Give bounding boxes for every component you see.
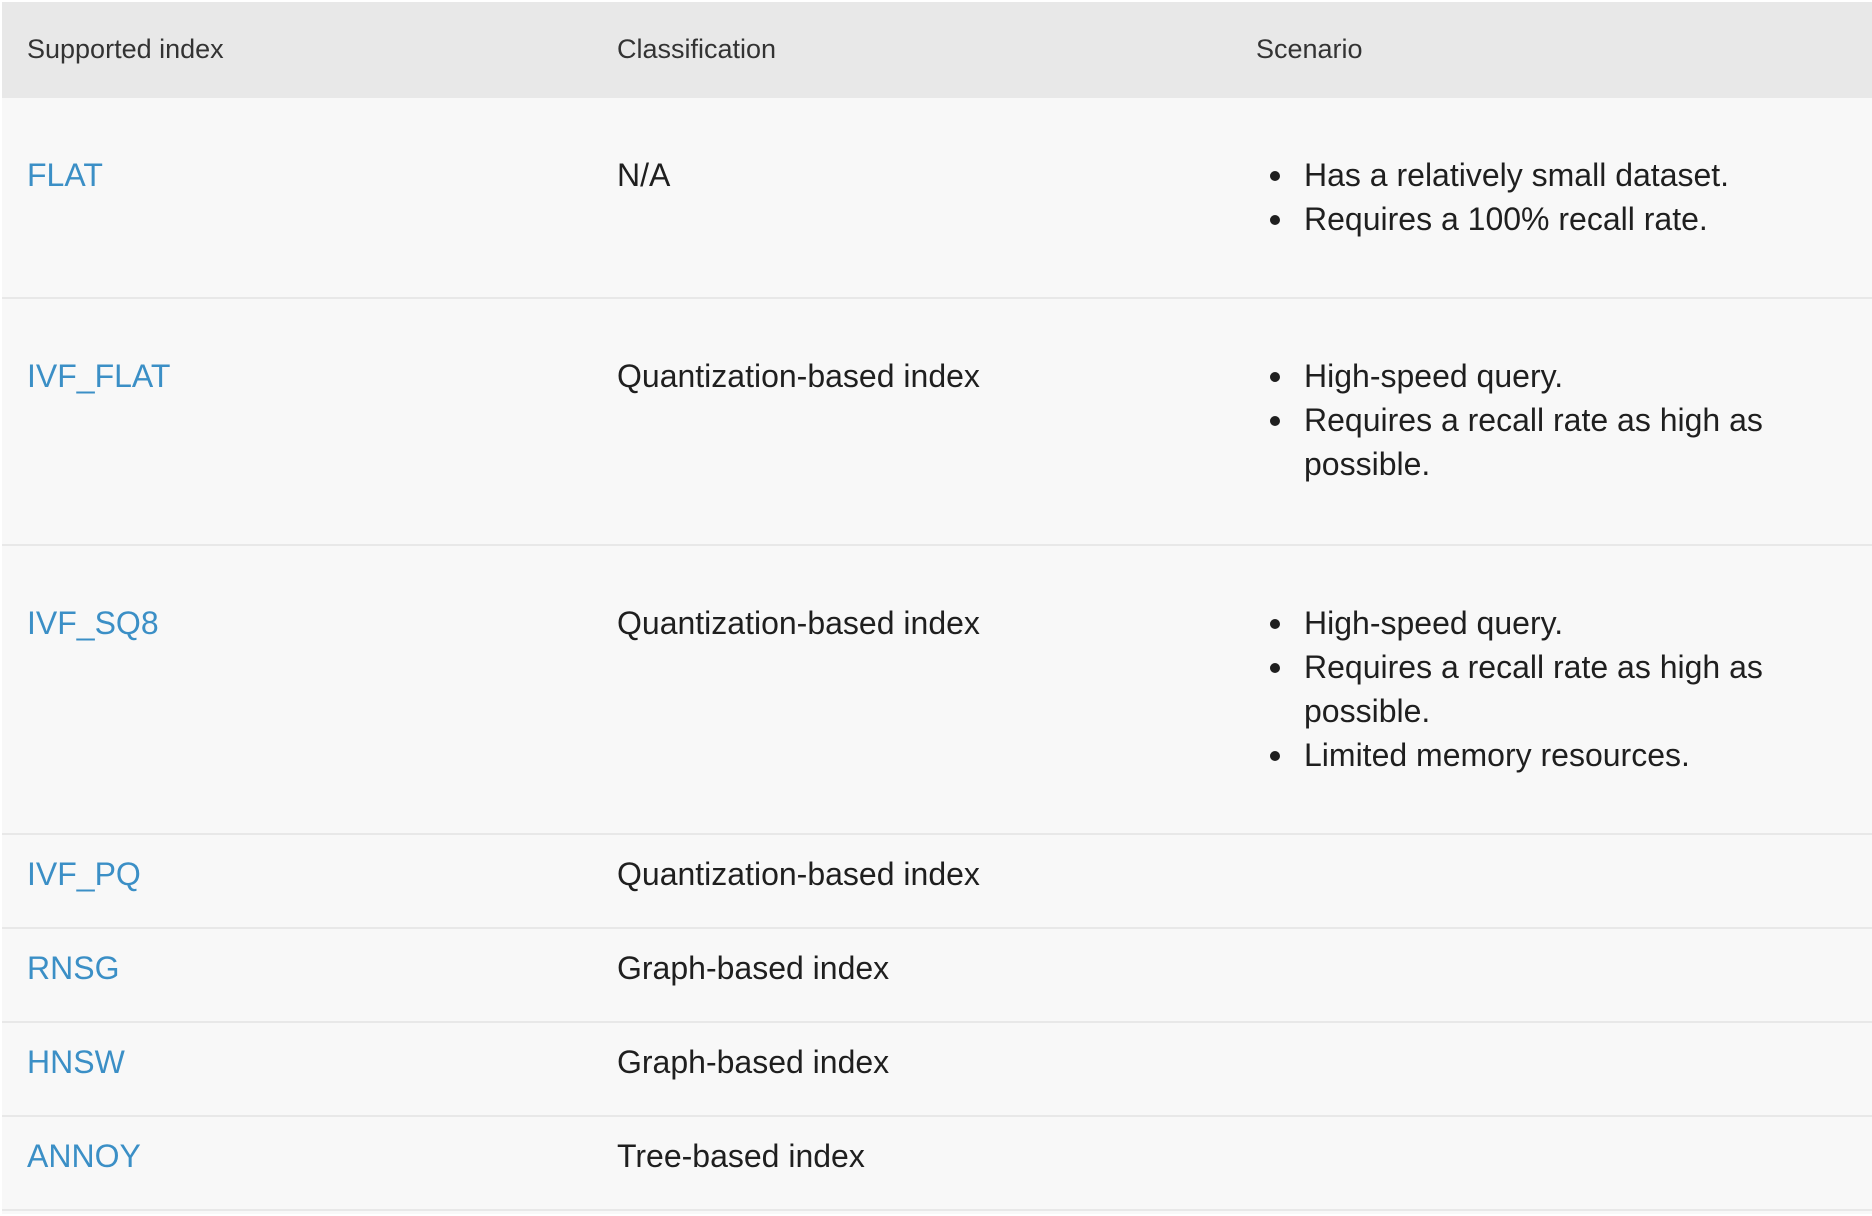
table-row [2,545,1872,834]
index-cell [2,834,592,928]
index-cell [2,298,592,545]
classification-cell: Quantization-based index [592,545,1236,834]
classification-cell: Graph-based index [592,928,1236,1022]
index-link-ivf-flat[interactable]: IVF_FLAT [27,358,171,394]
scenario-item: Requires a recall rate as high as possible. [1256,398,1872,486]
scenario-cell [1236,545,1872,834]
scenario-item: High-speed query. [1256,601,1872,645]
classification-cell: Quantization-based index [592,298,1236,545]
index-cell [2,928,592,1022]
table-row [2,1116,1872,1210]
scenario-list [1256,354,1872,486]
scenario-item: Has a relatively small dataset. [1256,153,1872,197]
classification-cell: Quantization-based index [592,834,1236,928]
index-cell [2,97,592,298]
table-row [2,298,1872,545]
classification-cell: Graph-based index [592,1022,1236,1116]
scenario-cell [1236,928,1872,1022]
scenario-cell [1236,1116,1872,1210]
scenario-item: Requires a 100% recall rate. [1256,197,1872,241]
classification-cell: Tree-based index [592,1116,1236,1210]
table-row [2,97,1872,298]
scenario-cell [1236,298,1872,545]
index-link-flat[interactable]: FLAT [27,157,103,193]
header-supported-index: Supported index [2,2,592,97]
index-link-ivf-sq8[interactable]: IVF_SQ8 [27,605,159,641]
table-row [2,1022,1872,1116]
scenario-item: Limited memory resources. [1256,733,1872,777]
scenario-item: Requires a recall rate as high as possible. [1256,645,1872,733]
scenario-list [1256,153,1872,241]
header-classification: Classification [592,2,1236,97]
scenario-cell [1236,834,1872,928]
index-table-container [2,2,1872,1214]
index-cell [2,1022,592,1116]
index-cell [2,1116,592,1210]
table-row [2,928,1872,1022]
table-header-row [2,2,1872,97]
index-cell [2,545,592,834]
table-row [2,834,1872,928]
scenario-cell [1236,1022,1872,1116]
index-link-ivf-pq[interactable]: IVF_PQ [27,856,141,892]
index-link-hnsw[interactable]: HNSW [27,1044,125,1080]
index-table [2,2,1872,1211]
index-link-annoy[interactable]: ANNOY [27,1138,141,1174]
scenario-cell [1236,97,1872,298]
header-scenario: Scenario [1236,2,1872,97]
index-link-rnsg[interactable]: RNSG [27,950,120,986]
classification-cell: N/A [592,97,1236,298]
scenario-item: High-speed query. [1256,354,1872,398]
scenario-list [1256,601,1872,777]
